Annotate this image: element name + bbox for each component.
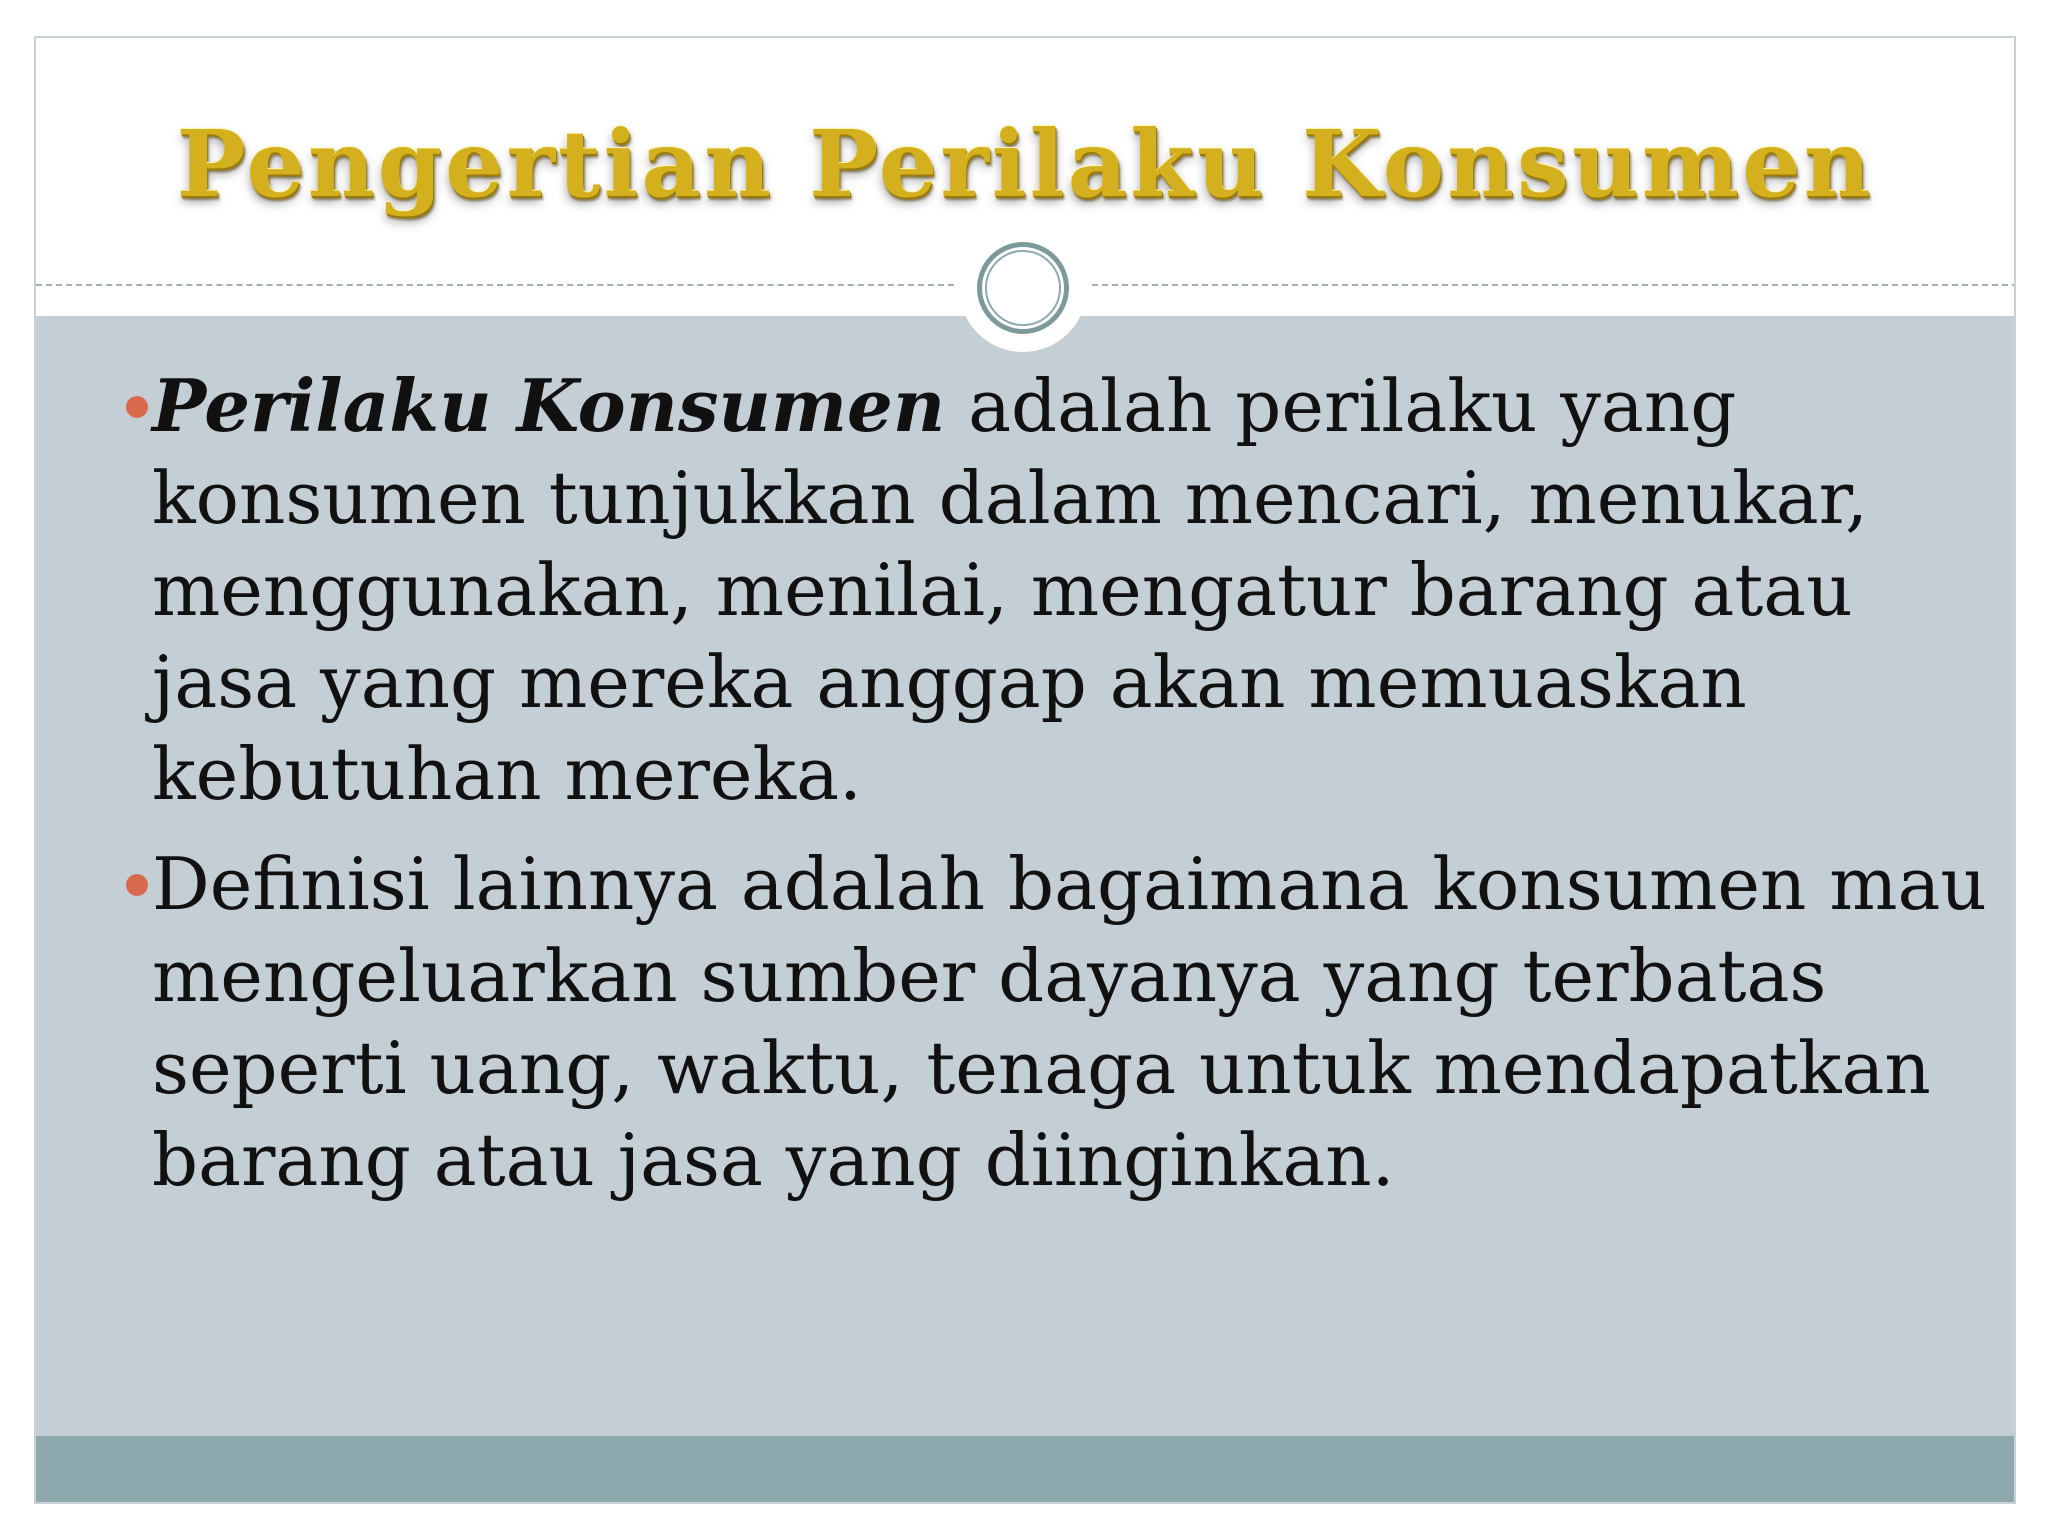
bullet-list — [152, 360, 1992, 1224]
bullet-term: Perilaku Konsumen — [152, 363, 946, 448]
footer-band — [36, 1436, 2014, 1504]
bullet-dot-icon — [126, 874, 148, 896]
slide-title: Pengertian Perilaku Konsumen — [176, 110, 1874, 218]
divider-right — [1092, 284, 2016, 286]
bullet-item-alternative-definition — [152, 838, 1992, 1206]
slide — [34, 36, 2016, 1504]
divider-left — [36, 284, 954, 286]
circle-inner-ring-icon — [985, 250, 1061, 326]
bullet-text: adalah perilaku yang konsumen tunjukkan dalam mencari, menukar, menggunakan, menilai, mengatur barang atau jasa yang mereka anggap akan memuaskan kebutuhan mereka. — [152, 364, 1869, 816]
bullet-dot-icon — [126, 396, 148, 418]
bullet-item-definition — [152, 360, 1992, 820]
bullet-text: Definisi lainnya adalah bagaimana konsumen mau mengeluarkan sumber dayanya yang terbatas seperti uang, waktu, tenaga untuk mendapatkan barang atau jasa yang diinginkan. — [152, 842, 1987, 1202]
